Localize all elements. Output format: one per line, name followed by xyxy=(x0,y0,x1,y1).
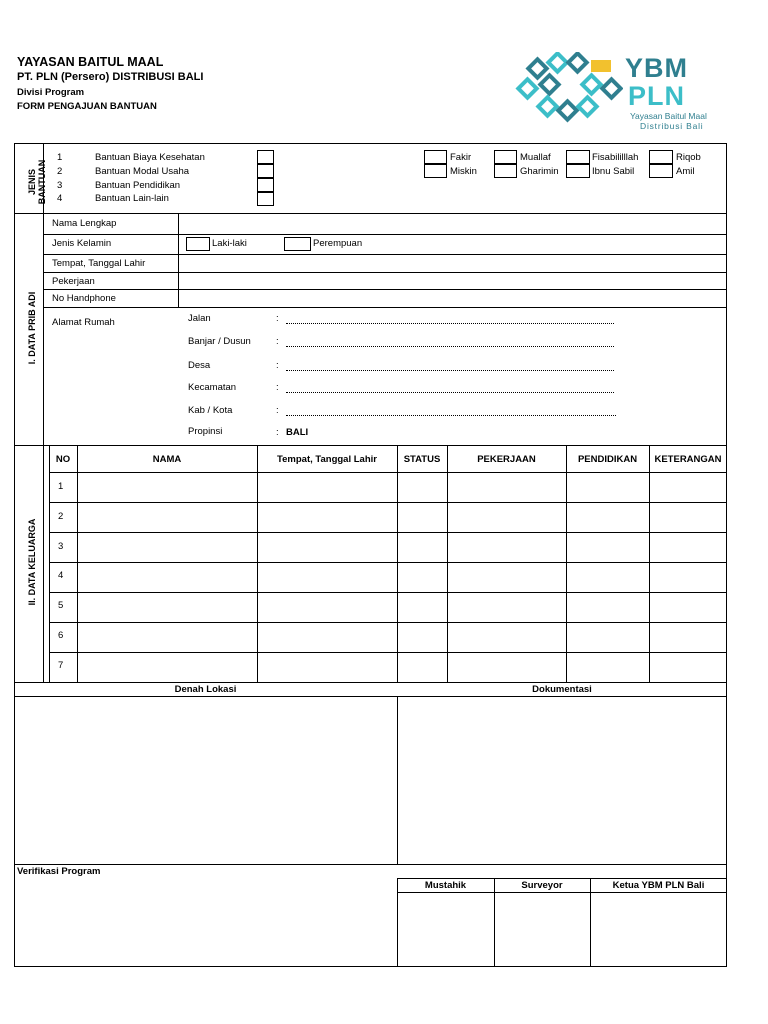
data-keluarga-label: II. DATA KELUARGA xyxy=(27,518,37,606)
laki-laki-checkbox[interactable] xyxy=(186,237,210,251)
pekerjaan-label: Pekerjaan xyxy=(52,276,95,287)
table-row: 7 xyxy=(58,660,64,671)
row-divider xyxy=(43,289,727,290)
data-pribadi-label: I. DATA PRIB ADI xyxy=(27,291,37,365)
denah-lokasi-area[interactable] xyxy=(15,697,396,864)
row-divider xyxy=(49,532,727,533)
asnaf-checkbox-muallaf[interactable] xyxy=(494,150,517,164)
dokumentasi-label: Dokumentasi xyxy=(532,684,592,695)
alamat-banjar-label: Banjar / Dusun xyxy=(188,336,251,347)
row-divider xyxy=(49,622,727,623)
row-divider xyxy=(49,592,727,593)
asnaf-label-ibnu-sabil: Ibnu Sabil xyxy=(592,166,635,177)
bantuan-checkbox-2[interactable] xyxy=(257,164,274,178)
alamat-propinsi-label: Propinsi xyxy=(188,426,223,437)
kota-field[interactable] xyxy=(286,415,616,416)
colon: : xyxy=(276,313,279,324)
division-name: Divisi Program xyxy=(17,87,85,98)
bantuan-label-3: Bantuan Pendidikan xyxy=(95,180,181,191)
asnaf-checkbox-ibnu-sabil[interactable] xyxy=(566,164,590,178)
jenis-kelamin-label: Jenis Kelamin xyxy=(52,238,112,249)
col-divider xyxy=(397,445,398,682)
jalan-field[interactable] xyxy=(286,323,614,324)
col-header-no: NO xyxy=(55,454,71,465)
signature-surveyor-area[interactable] xyxy=(495,893,589,966)
alamat-kota-label: Kab / Kota xyxy=(188,405,233,416)
perempuan-checkbox[interactable] xyxy=(284,237,311,251)
row-divider xyxy=(49,472,727,473)
bantuan-checkbox-4[interactable] xyxy=(257,192,274,206)
col-header-pekerjaan: PEKERJAAN xyxy=(477,454,536,465)
verifikasi-program-label: Verifikasi Program xyxy=(17,866,101,877)
perempuan-label: Perempuan xyxy=(313,238,363,249)
table-row: 6 xyxy=(58,630,64,641)
bantuan-checkbox-3[interactable] xyxy=(257,178,274,192)
table-row: 1 xyxy=(58,481,64,492)
signer-ketua: Ketua YBM PLN Bali xyxy=(612,880,705,891)
bantuan-no-2: 2 xyxy=(57,166,63,177)
asnaf-checkbox-fakir[interactable] xyxy=(424,150,447,164)
col-divider xyxy=(257,445,258,682)
company-name: PT. PLN (Persero) DISTRIBUSI BALI xyxy=(17,71,204,83)
table-row: 3 xyxy=(58,541,64,552)
col-divider xyxy=(77,445,78,682)
asnaf-checkbox-gharimin[interactable] xyxy=(494,164,517,178)
asnaf-label-fisabilillah: Fisabililllah xyxy=(592,152,639,163)
row-divider xyxy=(43,254,727,255)
denah-lokasi-label: Denah Lokasi xyxy=(174,684,237,695)
bantuan-label-2: Bantuan Modal Usaha xyxy=(95,166,190,177)
colon: : xyxy=(276,405,279,416)
asnaf-label-muallaf: Muallaf xyxy=(520,152,551,163)
asnaf-checkbox-fisabilillah[interactable] xyxy=(566,150,590,164)
col-header-nama: NAMA xyxy=(152,454,182,465)
col-header-keterangan: KETERANGAN xyxy=(654,454,722,465)
row-divider xyxy=(49,652,727,653)
colon: : xyxy=(276,427,279,438)
col-header-ttl: Tempat, Tanggal Lahir xyxy=(277,454,377,465)
asnaf-label-riqob: Riqob xyxy=(676,152,701,163)
alamat-rumah-label: Alamat Rumah xyxy=(52,317,115,328)
table-row: 5 xyxy=(58,600,64,611)
laki-laki-label: Laki-laki xyxy=(212,238,247,249)
divider-data-keluarga xyxy=(14,682,727,683)
asnaf-label-fakir: Fakir xyxy=(450,152,472,163)
signature-ketua-area[interactable] xyxy=(591,893,726,966)
row-divider xyxy=(43,272,727,273)
signer-mustahik: Mustahik xyxy=(424,880,467,891)
col-divider xyxy=(566,445,567,682)
colon: : xyxy=(276,336,279,347)
logo-subtitle-2: Distribusi Bali xyxy=(640,121,704,131)
nama-lengkap-label: Nama Lengkap xyxy=(52,218,117,229)
table-left-border xyxy=(49,445,50,682)
logo-text-ybm: YBM xyxy=(625,53,688,83)
form-title: FORM PENGAJUAN BANTUAN xyxy=(17,101,157,112)
kecamatan-field[interactable] xyxy=(286,392,614,393)
divider-data-pribadi xyxy=(14,445,727,446)
table-row: 2 xyxy=(58,511,64,522)
divider-jenis-bantuan xyxy=(14,213,727,214)
propinsi-value: BALI xyxy=(286,427,309,438)
dokumentasi-area[interactable] xyxy=(398,697,726,864)
row-divider xyxy=(49,562,727,563)
pribadi-label-divider xyxy=(178,213,179,308)
col-header-status: STATUS xyxy=(403,454,441,465)
asnaf-checkbox-amil[interactable] xyxy=(649,164,673,178)
colon: : xyxy=(276,360,279,371)
org-name: YAYASAN BAITUL MAAL xyxy=(17,55,164,69)
asnaf-checkbox-miskin[interactable] xyxy=(424,164,447,178)
col-divider xyxy=(649,445,650,682)
col-header-pendidikan: PENDIDIKAN xyxy=(577,454,638,465)
row-divider xyxy=(43,234,727,235)
signer-surveyor: Surveyor xyxy=(521,880,563,891)
alamat-kecamatan-label: Kecamatan xyxy=(188,382,237,393)
logo-subtitle: Yayasan Baitul Maal xyxy=(630,111,707,121)
bantuan-label-1: Bantuan Biaya Kesehatan xyxy=(95,152,205,163)
row-divider xyxy=(14,864,727,865)
bantuan-label-4: Bantuan Lain-lain xyxy=(95,193,169,204)
bantuan-no-4: 4 xyxy=(57,193,63,204)
row-divider xyxy=(49,502,727,503)
bantuan-no-3: 3 xyxy=(57,180,63,191)
ybm-logo-icon xyxy=(515,52,623,124)
left-column-divider xyxy=(43,143,44,682)
asnaf-checkbox-riqob[interactable] xyxy=(649,150,673,164)
no-handphone-label: No Handphone xyxy=(52,293,116,304)
banjar-field[interactable] xyxy=(286,346,614,347)
ttl-label: Tempat, Tanggal Lahir xyxy=(52,258,146,269)
signature-mustahik-area[interactable] xyxy=(398,893,493,966)
table-row: 4 xyxy=(58,570,64,581)
bantuan-checkbox-1[interactable] xyxy=(257,150,274,164)
alamat-desa-label: Desa xyxy=(188,360,211,371)
col-divider xyxy=(447,445,448,682)
jenis-bantuan-label: JENIS BANTUAN xyxy=(27,159,47,205)
row-divider xyxy=(43,307,727,308)
alamat-jalan-label: Jalan xyxy=(188,313,211,324)
colon: : xyxy=(276,382,279,393)
asnaf-label-amil: Amil xyxy=(676,166,695,177)
desa-field[interactable] xyxy=(286,370,614,371)
bantuan-no-1: 1 xyxy=(57,152,63,163)
asnaf-label-gharimin: Gharimin xyxy=(520,166,559,177)
asnaf-label-miskin: Miskin xyxy=(450,166,477,177)
logo-text-pln: PLN xyxy=(628,81,685,111)
